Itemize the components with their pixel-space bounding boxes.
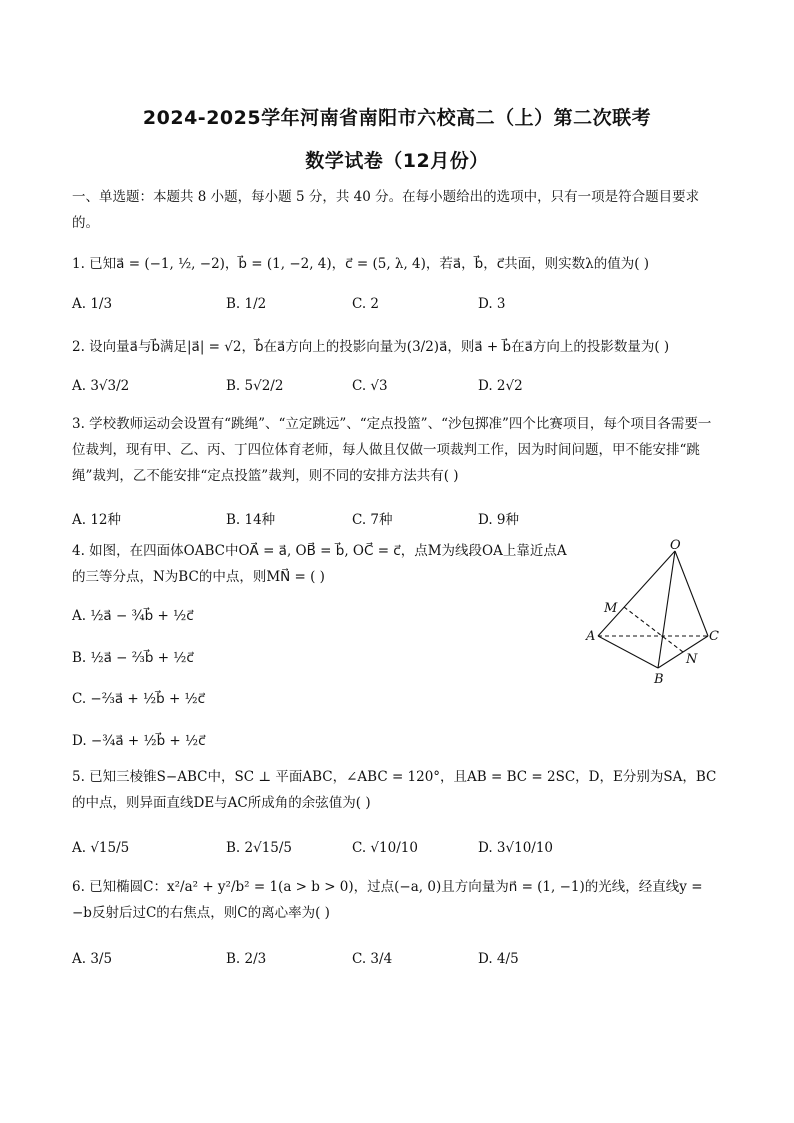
q3-option-a: A. 12种 [72, 512, 122, 528]
label-M: M [604, 601, 618, 616]
q5-option-b: B. 2√15/5 [226, 840, 293, 856]
tetrahedron-figure [578, 536, 728, 686]
q5-option-a: A. √15/5 [72, 840, 130, 856]
question-6-stem: 6. 已知椭圆C：x²/a² + y²/b² = 1(a > b > 0)，过点(−a, 0)且方向量为n⃗ = (1, −1)的光线，经直线y = −b反射后过C的右焦点，则C的离心率为( ) [72, 879, 703, 921]
q1-option-a: A. 1/3 [72, 296, 113, 312]
edge-AB [598, 636, 658, 668]
q2-option-a: A. 3√3/2 [72, 378, 130, 394]
q4-option-d: D. −¾a⃗ + ½b⃗ + ½c⃗ [72, 733, 206, 749]
question-6-options [72, 951, 632, 973]
q3-option-c: C. 7种 [352, 512, 393, 528]
q2-option-c: C. √3 [352, 378, 388, 394]
edge-OA [598, 551, 675, 636]
label-B: B [654, 672, 664, 686]
question-3-options [72, 508, 632, 530]
edge-OC [675, 551, 708, 636]
question-2-options [72, 378, 632, 400]
segment-MN-dashed [624, 607, 683, 652]
question-2-stem: 2. 设向量a⃗与b⃗满足|a⃗| = √2，b⃗在a⃗方向上的投影向量为(3/2)a⃗，则a⃗ + b⃗在a⃗方向上的投影数量为( ) [72, 339, 670, 355]
question-5-options [72, 840, 632, 862]
q2-option-b: B. 5√2/2 [226, 378, 284, 394]
q6-option-a: A. 3/5 [72, 951, 113, 967]
q1-option-b: B. 1/2 [226, 296, 267, 312]
label-C: C [709, 629, 719, 644]
question-3-stem: 3. 学校教师运动会设置有“跳绳”、“立定跳远”、“定点投篮”、“沙包掷准”四个比赛项目，每个项目各需要一位裁判，现有甲、乙、丙、丁四位体育老师，每人做且仅做一项裁判工作，因为时间问题，甲不能安排“跳绳”裁判，乙不能安排“定点投篮”裁判，则不同的安排方法共有( ) [72, 416, 712, 484]
question-5-stem: 5. 已知三棱锥S−ABC中，SC ⊥ 平面ABC，∠ABC = 120°，且AB = BC = 2SC，D，E分别为SA，BC的中点，则异面直线DE与AC所成角的余弦值为( ) [72, 769, 717, 811]
section-instructions: 一、单选题：本题共 8 小题，每小题 5 分，共 40 分。在每小题给出的选项中，只有一项是符合题目要求的。 [72, 189, 700, 231]
q1-option-d: D. 3 [478, 296, 506, 312]
q4-option-a: A. ½a⃗ − ¾b⃗ + ½c⃗ [72, 608, 194, 624]
edge-BC [658, 636, 708, 668]
q2-option-d: D. 2√2 [478, 378, 523, 394]
q4-option-b: B. ½a⃗ − ⅔b⃗ + ½c⃗ [72, 650, 194, 666]
q1-option-c: C. 2 [352, 296, 380, 312]
q6-option-b: B. 2/3 [226, 951, 267, 967]
label-A: A [586, 629, 596, 644]
edge-OB [658, 551, 675, 668]
label-O: O [670, 538, 681, 553]
q5-option-d: D. 3√10/10 [478, 840, 554, 856]
q3-option-d: D. 9种 [478, 512, 520, 528]
q6-option-d: D. 4/5 [478, 951, 519, 967]
q6-option-c: C. 3/4 [352, 951, 393, 967]
exam-title: 2024-2025学年河南省南阳市六校高二（上）第二次联考 [142, 107, 652, 129]
exam-subtitle: 数学试卷（12月份） [305, 150, 489, 172]
q4-option-c: C. −⅔a⃗ + ½b⃗ + ½c⃗ [72, 691, 206, 707]
question-1-options [72, 296, 632, 318]
question-4-stem: 4. 如图，在四面体OABC中OA⃗ = a⃗, OB⃗ = b⃗, OC⃗ = c⃗，点M为线段OA上靠近点A的三等分点，N为BC的中点，则MN⃗ = ( ) [72, 543, 567, 585]
q3-option-b: B. 14种 [226, 512, 276, 528]
label-N: N [686, 652, 698, 667]
q5-option-c: C. √10/10 [352, 840, 418, 856]
question-1-stem: 1. 已知a⃗ = (−1, ½, −2)，b⃗ = (1, −2, 4)，c⃗ = (5, λ, 4)，若a⃗，b⃗，c⃗共面，则实数λ的值为( ) [72, 256, 650, 272]
